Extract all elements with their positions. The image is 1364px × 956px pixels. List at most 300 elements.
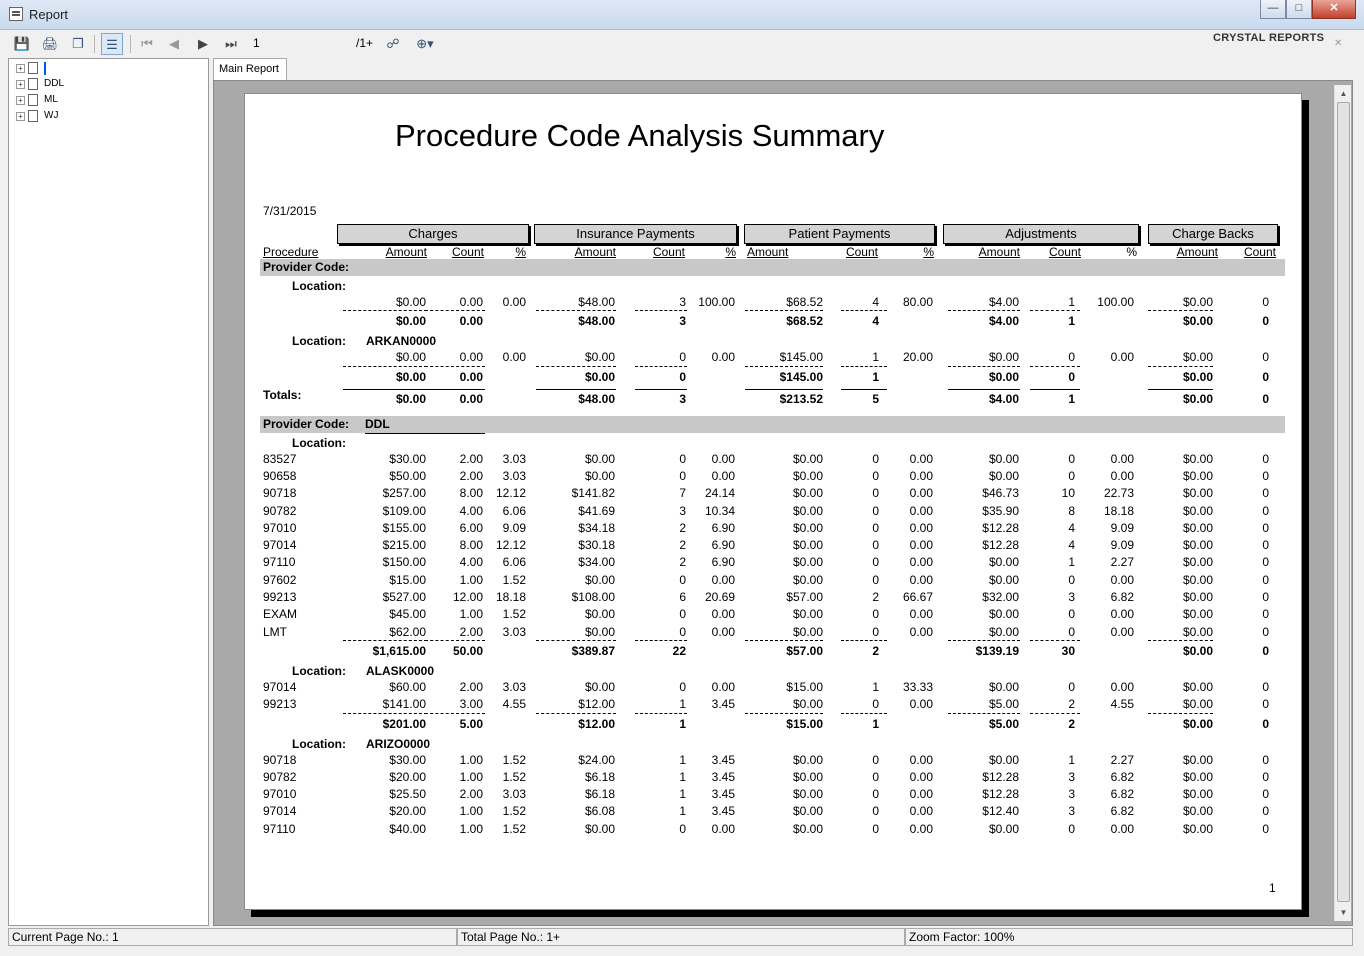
tree-item[interactable] — [16, 109, 58, 123]
cell-value: $0.00 — [1182, 624, 1213, 639]
cell-value: 6.90 — [711, 538, 735, 553]
cell-value: 2 — [1068, 697, 1075, 712]
cell-value: $0.00 — [584, 607, 615, 622]
totals-value: $0.00 — [395, 391, 426, 406]
procedure-code: 97602 — [263, 572, 297, 587]
scroll-up-icon[interactable]: ▲ — [1339, 89, 1348, 98]
totals-value: $4.00 — [988, 391, 1019, 406]
totals-rule — [1030, 389, 1080, 390]
procedure-code: EXAM — [263, 607, 298, 622]
next-page-icon[interactable]: ▶ — [198, 36, 208, 51]
cell-value: 0 — [1068, 679, 1075, 694]
subtotal-value: $12.00 — [578, 716, 615, 731]
cell-value: 20.69 — [704, 590, 735, 604]
cell-value: $0.00 — [1182, 572, 1213, 587]
cell-value: 4 — [1068, 538, 1075, 553]
cell-value: 12.12 — [495, 486, 526, 501]
cell-value: 1.00 — [459, 572, 483, 587]
totals-value: 1 — [1068, 391, 1075, 406]
cell-value: $0.00 — [988, 555, 1019, 570]
column-header: Count — [451, 245, 484, 259]
cell-value: 7 — [679, 486, 686, 501]
find-text-icon[interactable]: ☍ — [386, 36, 400, 51]
cell-value: 0.00 — [1110, 451, 1134, 466]
cell-value: 10 — [1061, 486, 1075, 501]
cell-value: 9.09 — [1110, 520, 1134, 535]
subtotal-rule — [425, 713, 485, 714]
expand-icon[interactable]: + — [16, 80, 25, 89]
page-number-input[interactable] — [250, 33, 350, 53]
cell-value: 0.00 — [711, 821, 735, 836]
cell-value: $12.28 — [982, 787, 1019, 802]
tree-item[interactable] — [16, 61, 46, 75]
subtotal-value: $0.00 — [395, 369, 426, 384]
cell-value: $35.90 — [982, 503, 1019, 518]
zoom-dropdown-icon[interactable]: ⊕▾ — [416, 36, 434, 51]
page-count-label: /1+ — [356, 36, 374, 50]
total-page-status: Total Page No.: 1+ — [457, 928, 905, 946]
cell-value: 0 — [679, 350, 686, 365]
cell-value: 0 — [1068, 572, 1075, 587]
print-icon[interactable]: 🖨 — [41, 36, 59, 51]
cell-value: $48.00 — [578, 295, 615, 309]
subtotal-value: 0 — [1262, 643, 1269, 658]
cell-value: $34.00 — [578, 555, 615, 570]
subtotal-value: $201.00 — [382, 716, 426, 731]
cell-value: 0 — [872, 538, 879, 553]
page-number: 1 — [1269, 881, 1276, 895]
cell-value: 22.73 — [1103, 486, 1134, 501]
zoom-status: Zoom Factor: 100% — [905, 928, 1353, 946]
subtotal-value: 1 — [679, 716, 686, 731]
cell-value: $0.00 — [988, 679, 1019, 694]
column-header: Count — [1243, 245, 1276, 259]
tree-item[interactable] — [16, 77, 64, 91]
totals-rule — [745, 389, 823, 390]
cell-value: 18.18 — [495, 590, 526, 604]
procedure-code: 97010 — [263, 787, 297, 802]
column-header: % — [1126, 245, 1137, 259]
subtotal-value: $15.00 — [786, 716, 823, 731]
subtotal-rule — [536, 310, 616, 311]
maximize-button[interactable]: □ — [1286, 0, 1312, 19]
cell-value: 0.00 — [909, 804, 933, 819]
cell-value: 0.00 — [711, 350, 735, 365]
subtotal-rule — [343, 310, 427, 311]
copy-icon[interactable]: ❐ — [72, 36, 84, 51]
cell-value: 3 — [1068, 804, 1075, 819]
scroll-thumb[interactable] — [1337, 102, 1350, 902]
cell-value: 9.09 — [1110, 538, 1134, 553]
totals-rule — [635, 389, 687, 390]
cell-value: 0 — [872, 451, 879, 466]
cell-value: $141.82 — [571, 486, 615, 501]
toolbar-separator — [94, 35, 95, 53]
cell-value: 4.55 — [1110, 697, 1134, 712]
expand-icon[interactable]: + — [16, 112, 25, 121]
cell-value: 0 — [679, 607, 686, 622]
cell-value: 0 — [1068, 451, 1075, 466]
column-header: Count — [1048, 245, 1081, 259]
cell-value: $0.00 — [792, 821, 823, 836]
cell-value: 1.52 — [502, 607, 526, 622]
totals-value: 3 — [679, 391, 686, 406]
crystal-reports-logo: CRYSTAL REPORTS — [1213, 32, 1325, 44]
cell-value: 0 — [1262, 821, 1269, 836]
cell-value: $4.00 — [988, 295, 1019, 309]
cell-value: $15.00 — [786, 679, 823, 694]
close-button[interactable]: ✕ — [1312, 0, 1356, 19]
cell-value: 0 — [1262, 752, 1269, 767]
cell-value: 20.00 — [902, 350, 933, 365]
cell-value: 0 — [1068, 607, 1075, 622]
procedure-code: 97014 — [263, 538, 297, 553]
cell-value: 3.03 — [502, 468, 526, 483]
cell-value: $0.00 — [988, 350, 1019, 365]
cell-value: 3.45 — [711, 697, 735, 712]
cell-value: 0 — [679, 468, 686, 483]
subtotal-rule — [745, 310, 823, 311]
totals-rule — [841, 389, 887, 390]
toolbar-separator — [130, 35, 131, 53]
cell-value: 2.00 — [459, 468, 483, 483]
location-name: ARIZO0000 — [366, 736, 431, 751]
subtotal-value: $0.00 — [988, 369, 1019, 384]
cell-value: $0.00 — [792, 468, 823, 483]
cell-value: $0.00 — [1182, 697, 1213, 712]
cell-value: 6.82 — [1110, 804, 1134, 819]
provider-band — [260, 416, 1285, 433]
cell-value: 0 — [1262, 350, 1269, 365]
cell-value: 2.00 — [459, 624, 483, 639]
cell-value: 8 — [1068, 503, 1075, 518]
subtotal-value: 4 — [872, 314, 879, 329]
cell-value: 4 — [1068, 520, 1075, 535]
vertical-scrollbar[interactable] — [1334, 85, 1351, 921]
cell-value: 80.00 — [902, 295, 933, 309]
cell-value: $0.00 — [584, 821, 615, 836]
subtotal-value: 1 — [872, 369, 879, 384]
cell-value: $12.00 — [578, 697, 615, 712]
cell-value: $0.00 — [1182, 468, 1213, 483]
subtotal-value: $68.52 — [786, 314, 823, 329]
cell-value: 0 — [872, 769, 879, 784]
cell-value: 3.45 — [711, 769, 735, 784]
totals-rule — [536, 389, 616, 390]
cell-value: $24.00 — [578, 752, 615, 767]
cell-value: $0.00 — [1182, 821, 1213, 836]
location-name: ARKAN0000 — [366, 334, 437, 349]
location-label: Location: — [292, 279, 346, 293]
subtotal-value: $57.00 — [786, 643, 823, 658]
column-group-header: Charges — [337, 224, 529, 244]
procedure-code: 90782 — [263, 769, 297, 784]
app-icon — [9, 7, 23, 21]
subtotal-rule — [635, 366, 687, 367]
cell-value: 2 — [872, 590, 879, 604]
cell-value: $0.00 — [792, 624, 823, 639]
cell-value: 0 — [1262, 769, 1269, 784]
location-label: Location: — [292, 435, 346, 450]
cell-value: $12.28 — [982, 538, 1019, 553]
cell-value: $6.18 — [584, 769, 615, 784]
cell-value: $32.00 — [982, 590, 1019, 604]
subtotal-rule — [841, 713, 887, 714]
cell-value: 1 — [1068, 555, 1075, 570]
cell-value: 0 — [1262, 468, 1269, 483]
cell-value: $0.00 — [1182, 787, 1213, 802]
cell-value: 3 — [1068, 769, 1075, 784]
subtotal-value: 0.00 — [459, 369, 483, 384]
report-date: 7/31/2015 — [263, 204, 317, 218]
subtotal-value: 50.00 — [452, 643, 483, 658]
cell-value: 1.00 — [459, 752, 483, 767]
cell-value: 0 — [1262, 538, 1269, 553]
cell-value: 1 — [679, 804, 686, 819]
totals-value: 5 — [872, 391, 879, 406]
cell-value: 0 — [1262, 555, 1269, 570]
cell-value: 0 — [1262, 697, 1269, 712]
cell-value: 0 — [872, 486, 879, 501]
cell-value: 0 — [1262, 572, 1269, 587]
totals-value: 0.00 — [459, 391, 483, 406]
subtotal-value: $139.19 — [975, 643, 1019, 658]
subtotal-rule — [841, 366, 887, 367]
cell-value: $0.00 — [792, 572, 823, 587]
cell-value: $0.00 — [1182, 590, 1213, 604]
cell-value: 0.00 — [909, 503, 933, 518]
cell-value: $40.00 — [389, 821, 426, 836]
cell-value: 0.00 — [909, 486, 933, 501]
procedure-column-header: Procedure — [263, 245, 319, 259]
column-header: Amount — [574, 245, 616, 259]
cell-value: 0 — [1262, 590, 1269, 604]
totals-rule — [343, 389, 427, 390]
cell-value: 0 — [1262, 451, 1269, 466]
procedure-code: 97110 — [263, 555, 296, 570]
subtotal-rule — [536, 713, 616, 714]
totals-rule — [1148, 389, 1213, 390]
cell-value: 0 — [1262, 804, 1269, 819]
cell-value: 2.00 — [459, 787, 483, 802]
cell-value: $0.00 — [988, 624, 1019, 639]
cell-value: 3.45 — [711, 804, 735, 819]
subtotal-value: $48.00 — [578, 314, 615, 329]
cell-value: $109.00 — [382, 503, 426, 518]
subtotal-rule — [536, 640, 616, 641]
subtotal-rule — [1148, 713, 1213, 714]
group-tree-toggle-icon[interactable]: ☰ — [101, 33, 123, 55]
subtotal-value: $0.00 — [395, 314, 426, 329]
cell-value: 4.55 — [502, 697, 526, 712]
cell-value: 12.12 — [495, 538, 526, 553]
cell-value: 3.45 — [711, 752, 735, 767]
status-bar — [0, 927, 1364, 956]
cell-value: 0 — [1068, 821, 1075, 836]
subtotal-value: 0 — [1068, 369, 1075, 384]
tree-item[interactable] — [16, 93, 58, 107]
close-view-icon[interactable]: ✕ — [1334, 38, 1343, 49]
cell-value: 3 — [1068, 787, 1075, 802]
procedure-code: 90782 — [263, 503, 297, 518]
cell-value: 3 — [1068, 590, 1075, 604]
report-title: Procedure Code Analysis Summary — [395, 118, 885, 153]
cell-value: $12.40 — [982, 804, 1019, 819]
cell-value: 6.90 — [711, 520, 735, 535]
tree-item-label: WJ — [44, 110, 59, 121]
cell-value: 0 — [1262, 295, 1269, 309]
column-header: % — [725, 245, 736, 259]
cell-value: $0.00 — [395, 295, 426, 309]
location-label: Location: — [292, 736, 346, 751]
procedure-code: 97014 — [263, 804, 297, 819]
subtotal-rule — [635, 310, 687, 311]
cell-value: 1.00 — [459, 821, 483, 836]
export-icon[interactable]: 💾 — [13, 36, 31, 51]
cell-value: 1.52 — [502, 769, 526, 784]
cell-value: 0.00 — [711, 607, 735, 622]
cell-value: 1.52 — [502, 804, 526, 819]
cell-value: 0 — [872, 787, 879, 802]
cell-value: $6.18 — [584, 787, 615, 802]
cell-value: $0.00 — [792, 787, 823, 802]
document-icon — [28, 94, 38, 106]
expand-icon[interactable]: + — [16, 64, 25, 73]
cell-value: $0.00 — [792, 752, 823, 767]
subtotal-value: 5.00 — [459, 716, 483, 731]
cell-value: 0 — [872, 752, 879, 767]
cell-value: $0.00 — [1182, 451, 1213, 466]
cell-value: $0.00 — [1182, 295, 1213, 309]
cell-value: 0.00 — [1110, 607, 1134, 622]
cell-value: 0 — [1262, 679, 1269, 694]
previous-page-icon[interactable]: ◀ — [169, 36, 179, 51]
column-header: Count — [845, 245, 878, 259]
title-bar — [0, 0, 1364, 30]
cell-value: 3.03 — [502, 679, 526, 694]
first-page-icon[interactable]: ⏮ — [141, 36, 153, 51]
cell-value: 18.18 — [1103, 503, 1134, 518]
cell-value: $45.00 — [389, 607, 426, 622]
column-group-header: Patient Payments — [744, 224, 935, 244]
cell-value: $0.00 — [1182, 350, 1213, 365]
cell-value: 10.34 — [704, 503, 735, 518]
cell-value: 0 — [872, 555, 879, 570]
cell-value: 0.00 — [502, 350, 526, 365]
procedure-code: LMT — [263, 624, 287, 639]
cell-value: 3.03 — [502, 787, 526, 802]
cell-value: $41.69 — [578, 503, 615, 518]
document-icon — [28, 62, 38, 74]
cell-value: 0.00 — [909, 607, 933, 622]
column-header: Amount — [1176, 245, 1218, 259]
cell-value: 6.06 — [502, 555, 526, 570]
cell-value: 0.00 — [909, 624, 933, 639]
provider-underline — [365, 433, 485, 434]
cell-value: $0.00 — [792, 486, 823, 501]
cell-value: $155.00 — [382, 520, 426, 535]
column-group-header: Insurance Payments — [534, 224, 737, 244]
procedure-code: 97010 — [263, 520, 297, 535]
cell-value: 0 — [679, 451, 686, 466]
tab-main-report[interactable]: Main Report — [213, 58, 287, 80]
cell-value: 1 — [1068, 295, 1075, 309]
document-icon — [28, 78, 38, 90]
cell-value: $257.00 — [382, 486, 426, 501]
cell-value: $0.00 — [1182, 503, 1213, 518]
cell-value: 6.00 — [459, 520, 483, 535]
scroll-down-icon[interactable]: ▼ — [1339, 908, 1348, 917]
cell-value: 3 — [679, 295, 686, 309]
subtotal-rule — [635, 713, 687, 714]
cell-value: 2.27 — [1110, 752, 1134, 767]
cell-value: 12.00 — [452, 590, 483, 604]
cell-value: 4.00 — [459, 555, 483, 570]
subtotal-rule — [635, 640, 687, 641]
cell-value: 0 — [1068, 624, 1075, 639]
cell-value: $215.00 — [382, 538, 426, 553]
cell-value: 0.00 — [1110, 679, 1134, 694]
cell-value: $15.00 — [389, 572, 426, 587]
cell-value: 1 — [872, 679, 879, 694]
cell-value: $0.00 — [792, 520, 823, 535]
subtotal-rule — [343, 640, 427, 641]
cell-value: $0.00 — [1182, 520, 1213, 535]
cell-value: 1.52 — [502, 821, 526, 836]
tree-item-label: ML — [44, 94, 58, 105]
cell-value: $0.00 — [584, 451, 615, 466]
subtotal-value: 0.00 — [459, 314, 483, 329]
cell-value: 2 — [679, 555, 686, 570]
subtotal-rule — [745, 713, 823, 714]
cell-value: 6.82 — [1110, 590, 1134, 604]
cell-value: 1.52 — [502, 752, 526, 767]
cell-value: 0.00 — [1110, 572, 1134, 587]
cell-value: $0.00 — [988, 572, 1019, 587]
procedure-code: 90658 — [263, 468, 297, 483]
cell-value: 1.00 — [459, 607, 483, 622]
cell-value: $0.00 — [988, 752, 1019, 767]
expand-icon[interactable]: + — [16, 96, 25, 105]
column-header: Amount — [747, 245, 789, 259]
cell-value: 1 — [679, 769, 686, 784]
cell-value: 1 — [679, 697, 686, 712]
cell-value: 0.00 — [459, 350, 483, 365]
subtotal-rule — [948, 366, 1020, 367]
cell-value: $0.00 — [1182, 804, 1213, 819]
cell-value: 4.00 — [459, 503, 483, 518]
cell-value: $5.00 — [988, 697, 1019, 712]
last-page-icon[interactable]: ⏭ — [225, 36, 237, 51]
provider-band — [260, 259, 1285, 276]
cell-value: $68.52 — [786, 295, 823, 309]
subtotal-value: $5.00 — [988, 716, 1019, 731]
minimize-button[interactable]: — — [1260, 0, 1286, 19]
cell-value: 0 — [679, 679, 686, 694]
cell-value: 1.00 — [459, 804, 483, 819]
cell-value: 0.00 — [1110, 624, 1134, 639]
cell-value: 9.09 — [502, 520, 526, 535]
cell-value: 0 — [1262, 787, 1269, 802]
cell-value: 3.00 — [459, 697, 483, 712]
subtotal-value: 0 — [1262, 314, 1269, 329]
subtotal-value: $1,615.00 — [372, 643, 426, 658]
procedure-code: 90718 — [263, 752, 297, 767]
subtotal-value: 2 — [1068, 716, 1075, 731]
cell-value: $0.00 — [792, 555, 823, 570]
cell-value: 6.82 — [1110, 787, 1134, 802]
subtotal-value: 30 — [1061, 643, 1075, 658]
